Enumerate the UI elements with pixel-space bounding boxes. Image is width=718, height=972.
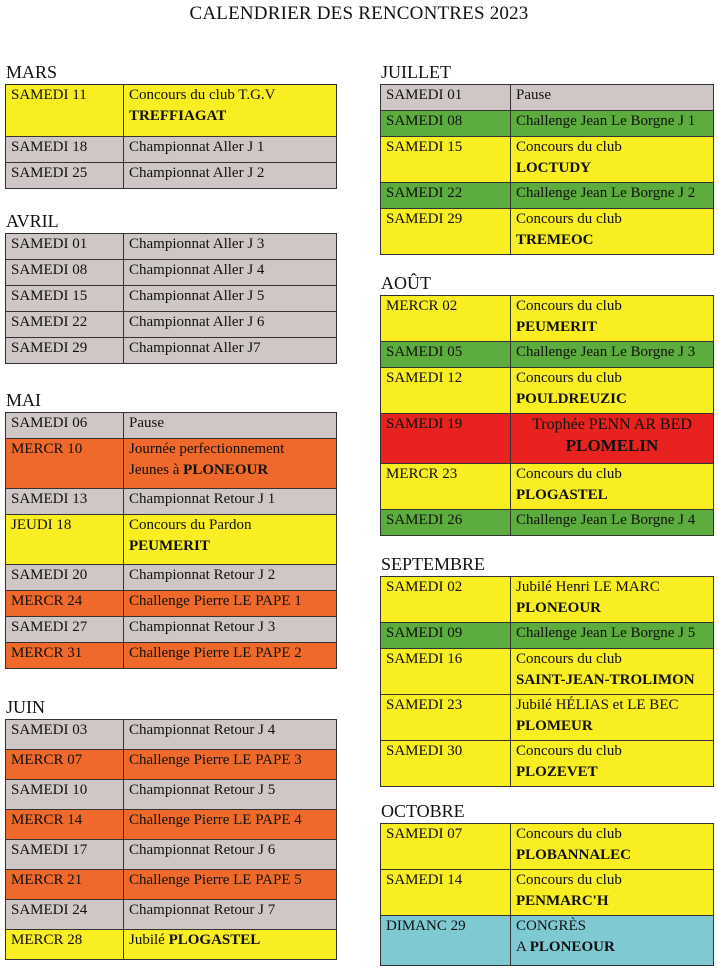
event-location: PLOMEUR <box>516 718 593 734</box>
event-title: Championnat Retour J 6 <box>129 842 276 858</box>
table-row <box>6 780 337 810</box>
event-title: Championnat Aller J 1 <box>129 139 265 155</box>
event-title: Challenge Pierre LE PAPE 1 <box>129 593 302 609</box>
month-label: JUIN <box>6 697 45 717</box>
event-date: SAMEDI 22 <box>381 183 511 209</box>
event-title: Concours du club T.G.V <box>129 87 276 103</box>
event-description <box>124 234 337 260</box>
event-description <box>124 720 337 750</box>
event-description <box>124 750 337 780</box>
section-juillet <box>380 62 714 255</box>
section-avril <box>5 211 337 364</box>
event-date: MERCR 10 <box>6 439 124 489</box>
table-row <box>6 617 337 643</box>
event-description <box>124 930 337 960</box>
event-location-prefix: Jeunes à <box>129 462 184 478</box>
table-row <box>381 342 714 368</box>
event-location-line <box>516 670 708 691</box>
month-label: OCTOBRE <box>381 801 465 821</box>
event-date: SAMEDI 23 <box>381 695 511 741</box>
event-title: Concours du club <box>516 743 622 759</box>
table-row <box>6 85 337 137</box>
event-location: PENMARC'H <box>516 893 609 909</box>
event-title: Trophée PENN AR BED <box>532 416 692 433</box>
event-date: SAMEDI 01 <box>6 234 124 260</box>
event-date: DIMANC 29 <box>381 916 511 966</box>
event-title: Pause <box>129 415 164 431</box>
event-location: SAINT-JEAN-TROLIMON <box>516 672 695 688</box>
table-row <box>381 649 714 695</box>
event-date: MERCR 07 <box>6 750 124 780</box>
event-location: PEUMERIT <box>516 319 597 335</box>
event-date: SAMEDI 01 <box>381 85 511 111</box>
event-description <box>124 439 337 489</box>
event-description <box>124 870 337 900</box>
table-row <box>6 234 337 260</box>
table-row <box>6 565 337 591</box>
event-title: Jubilé Henri LE MARC <box>516 579 660 595</box>
table-row <box>6 515 337 565</box>
event-location-line <box>129 106 331 127</box>
table-row <box>6 260 337 286</box>
event-location-line <box>516 845 708 866</box>
table-row <box>6 286 337 312</box>
event-date: SAMEDI 05 <box>381 342 511 368</box>
event-date: MERCR 21 <box>6 870 124 900</box>
table-row <box>6 720 337 750</box>
event-description <box>511 85 714 111</box>
event-title: Championnat Aller J 5 <box>129 288 265 304</box>
month-label: AVRIL <box>6 211 59 231</box>
table-row <box>6 413 337 439</box>
event-title: Championnat Aller J 3 <box>129 236 265 252</box>
event-title: Concours du club <box>516 298 622 314</box>
table-row <box>381 183 714 209</box>
calendar-table <box>5 412 337 669</box>
table-row <box>381 741 714 787</box>
event-description <box>511 510 714 536</box>
event-title: Concours du Pardon <box>129 517 252 533</box>
event-title: Concours du club <box>516 466 622 482</box>
calendar-table <box>5 233 337 364</box>
event-title: Challenge Jean Le Borgne J 3 <box>516 344 696 360</box>
table-row <box>6 591 337 617</box>
event-date: SAMEDI 13 <box>6 489 124 515</box>
event-date: SAMEDI 08 <box>6 260 124 286</box>
event-title: Championnat Aller J7 <box>129 340 261 356</box>
section-aout <box>380 273 714 536</box>
event-date: MERCR 02 <box>381 296 511 342</box>
event-date: SAMEDI 17 <box>6 840 124 870</box>
event-description <box>124 137 337 163</box>
event-title-prefix: Jubilé <box>129 932 169 948</box>
event-title: CONGRÈS <box>516 918 587 934</box>
event-description <box>124 286 337 312</box>
event-date: SAMEDI 24 <box>6 900 124 930</box>
event-date: SAMEDI 11 <box>6 85 124 137</box>
event-description <box>124 515 337 565</box>
event-title: Concours du club <box>516 651 622 667</box>
event-date: SAMEDI 20 <box>6 565 124 591</box>
event-title: Championnat Aller J 2 <box>129 165 265 181</box>
event-description <box>511 623 714 649</box>
table-row <box>381 695 714 741</box>
event-date: SAMEDI 16 <box>381 649 511 695</box>
event-date: SAMEDI 06 <box>6 413 124 439</box>
event-title: Championnat Retour J 4 <box>129 722 276 738</box>
event-location-prefix: A <box>516 939 530 955</box>
event-location: PLONEOUR <box>183 462 269 478</box>
event-description <box>124 780 337 810</box>
event-description <box>511 342 714 368</box>
calendar-table <box>380 576 714 787</box>
event-date: SAMEDI 26 <box>381 510 511 536</box>
table-row <box>6 489 337 515</box>
event-date: SAMEDI 14 <box>381 870 511 916</box>
event-date: SAMEDI 12 <box>381 368 511 414</box>
section-mai <box>5 390 337 669</box>
event-description <box>124 591 337 617</box>
event-description <box>511 824 714 870</box>
table-row <box>381 137 714 183</box>
event-date: SAMEDI 15 <box>381 137 511 183</box>
event-location-line <box>516 435 708 456</box>
event-title <box>129 930 331 951</box>
event-title: Concours du club <box>516 370 622 386</box>
event-date: MERCR 23 <box>381 464 511 510</box>
event-date: MERCR 14 <box>6 810 124 840</box>
event-title: Championnat Aller J 6 <box>129 314 265 330</box>
event-location: PLOGASTEL <box>168 932 261 948</box>
event-date: SAMEDI 25 <box>6 163 124 189</box>
event-location-line <box>516 891 708 912</box>
table-row <box>381 296 714 342</box>
event-date: SAMEDI 30 <box>381 741 511 787</box>
event-location-line <box>129 536 331 557</box>
event-location: PLONEOUR <box>516 600 602 616</box>
event-title: Challenge Pierre LE PAPE 4 <box>129 812 302 828</box>
event-description <box>124 617 337 643</box>
table-row <box>6 439 337 489</box>
event-title: Challenge Jean Le Borgne J 1 <box>516 113 696 129</box>
event-description <box>124 413 337 439</box>
table-row <box>6 338 337 364</box>
event-location-line <box>516 762 708 783</box>
event-date: SAMEDI 19 <box>381 414 511 464</box>
event-location-line <box>516 317 708 338</box>
event-location: POULDREUZIC <box>516 391 627 407</box>
table-row <box>381 209 714 255</box>
calendar-table <box>5 84 337 189</box>
event-description <box>124 810 337 840</box>
event-description <box>124 85 337 137</box>
event-title: Pause <box>516 87 551 103</box>
table-row <box>381 870 714 916</box>
event-description <box>124 840 337 870</box>
event-title: Concours du club <box>516 139 622 155</box>
table-row <box>6 870 337 900</box>
event-description <box>511 414 714 464</box>
event-title: Challenge Jean Le Borgne J 4 <box>516 512 696 528</box>
event-description <box>124 163 337 189</box>
table-row <box>381 85 714 111</box>
calendar-table <box>380 84 714 255</box>
table-row <box>381 916 714 966</box>
event-location-line <box>516 389 708 410</box>
section-juin <box>5 697 337 960</box>
table-row <box>6 163 337 189</box>
calendar-table <box>380 295 714 536</box>
event-title: Championnat Retour J 1 <box>129 491 276 507</box>
event-description <box>511 577 714 623</box>
event-location-line <box>516 716 708 737</box>
event-date: SAMEDI 07 <box>381 824 511 870</box>
event-title: Concours du club <box>516 211 622 227</box>
event-description <box>511 695 714 741</box>
event-date: MERCR 31 <box>6 643 124 669</box>
event-title: Concours du club <box>516 872 622 888</box>
event-location-line <box>516 158 708 179</box>
event-date: SAMEDI 29 <box>381 209 511 255</box>
event-location: PLOGASTEL <box>516 487 608 503</box>
event-date: SAMEDI 27 <box>6 617 124 643</box>
event-location: PLONEOUR <box>529 939 615 955</box>
event-title: Concours du club <box>516 826 622 842</box>
event-date: SAMEDI 29 <box>6 338 124 364</box>
event-description <box>124 643 337 669</box>
event-title: Championnat Retour J 2 <box>129 567 276 583</box>
table-row <box>6 810 337 840</box>
event-title: Challenge Pierre LE PAPE 2 <box>129 645 302 661</box>
event-date: SAMEDI 03 <box>6 720 124 750</box>
table-row <box>381 111 714 137</box>
table-row <box>6 643 337 669</box>
event-date: MERCR 24 <box>6 591 124 617</box>
event-date: SAMEDI 10 <box>6 780 124 810</box>
event-title: Championnat Aller J 4 <box>129 262 265 278</box>
event-title: Championnat Retour J 5 <box>129 782 276 798</box>
event-date: MERCR 28 <box>6 930 124 960</box>
event-location: TREMEOC <box>516 232 594 248</box>
table-row <box>381 623 714 649</box>
table-row <box>381 368 714 414</box>
month-label: MAI <box>6 390 41 410</box>
event-title: Jubilé HÉLIAS et LE BEC <box>516 697 679 713</box>
table-row <box>381 824 714 870</box>
event-description <box>511 649 714 695</box>
event-description <box>124 260 337 286</box>
event-location-line <box>516 230 708 251</box>
event-location: PLOZEVET <box>516 764 598 780</box>
event-description <box>124 489 337 515</box>
event-date: SAMEDI 08 <box>381 111 511 137</box>
event-location-line <box>516 485 708 506</box>
table-row <box>6 312 337 338</box>
event-date: JEUDI 18 <box>6 515 124 565</box>
table-row <box>381 414 714 464</box>
event-description <box>124 312 337 338</box>
month-label: AOÛT <box>381 273 431 293</box>
event-location: LOCTUDY <box>516 160 592 176</box>
event-location-line <box>129 460 331 481</box>
month-label: JUILLET <box>381 62 451 82</box>
event-description <box>124 338 337 364</box>
event-date: SAMEDI 09 <box>381 623 511 649</box>
table-row <box>6 750 337 780</box>
event-date: SAMEDI 22 <box>6 312 124 338</box>
event-title: Challenge Jean Le Borgne J 5 <box>516 625 696 641</box>
event-title: Challenge Pierre LE PAPE 3 <box>129 752 302 768</box>
table-row <box>381 464 714 510</box>
table-row <box>381 510 714 536</box>
event-title: Championnat Retour J 3 <box>129 619 276 635</box>
table-row <box>6 930 337 960</box>
event-description <box>124 900 337 930</box>
event-location: PLOBANNALEC <box>516 847 632 863</box>
event-description <box>511 741 714 787</box>
event-date: SAMEDI 15 <box>6 286 124 312</box>
event-description <box>124 565 337 591</box>
event-description <box>511 368 714 414</box>
table-row <box>6 900 337 930</box>
table-row <box>381 577 714 623</box>
section-octobre <box>380 801 714 966</box>
event-date: SAMEDI 18 <box>6 137 124 163</box>
event-title: Challenge Jean Le Borgne J 2 <box>516 185 696 201</box>
event-title: Challenge Pierre LE PAPE 5 <box>129 872 302 888</box>
month-label: SEPTEMBRE <box>381 554 486 574</box>
event-location-line <box>516 598 708 619</box>
section-mars <box>5 62 337 189</box>
section-septembre <box>380 554 714 787</box>
event-description <box>511 464 714 510</box>
event-location: PLOMELIN <box>565 436 659 455</box>
event-description <box>511 183 714 209</box>
event-description <box>511 137 714 183</box>
event-date: SAMEDI 02 <box>381 577 511 623</box>
page-title: CALENDRIER DES RENCONTRES 2023 <box>189 3 529 24</box>
calendar-table <box>380 823 714 966</box>
event-location: PEUMERIT <box>129 538 210 554</box>
event-description <box>511 870 714 916</box>
calendar-table <box>5 719 337 960</box>
table-row <box>6 137 337 163</box>
event-description <box>511 296 714 342</box>
event-location-line <box>516 937 708 958</box>
event-title: Journée perfectionnement <box>129 441 285 457</box>
event-description <box>511 916 714 966</box>
event-title: Championnat Retour J 7 <box>129 902 276 918</box>
event-description <box>511 209 714 255</box>
month-label: MARS <box>6 62 58 82</box>
table-row <box>6 840 337 870</box>
event-location: TREFFIAGAT <box>129 108 227 124</box>
event-description <box>511 111 714 137</box>
